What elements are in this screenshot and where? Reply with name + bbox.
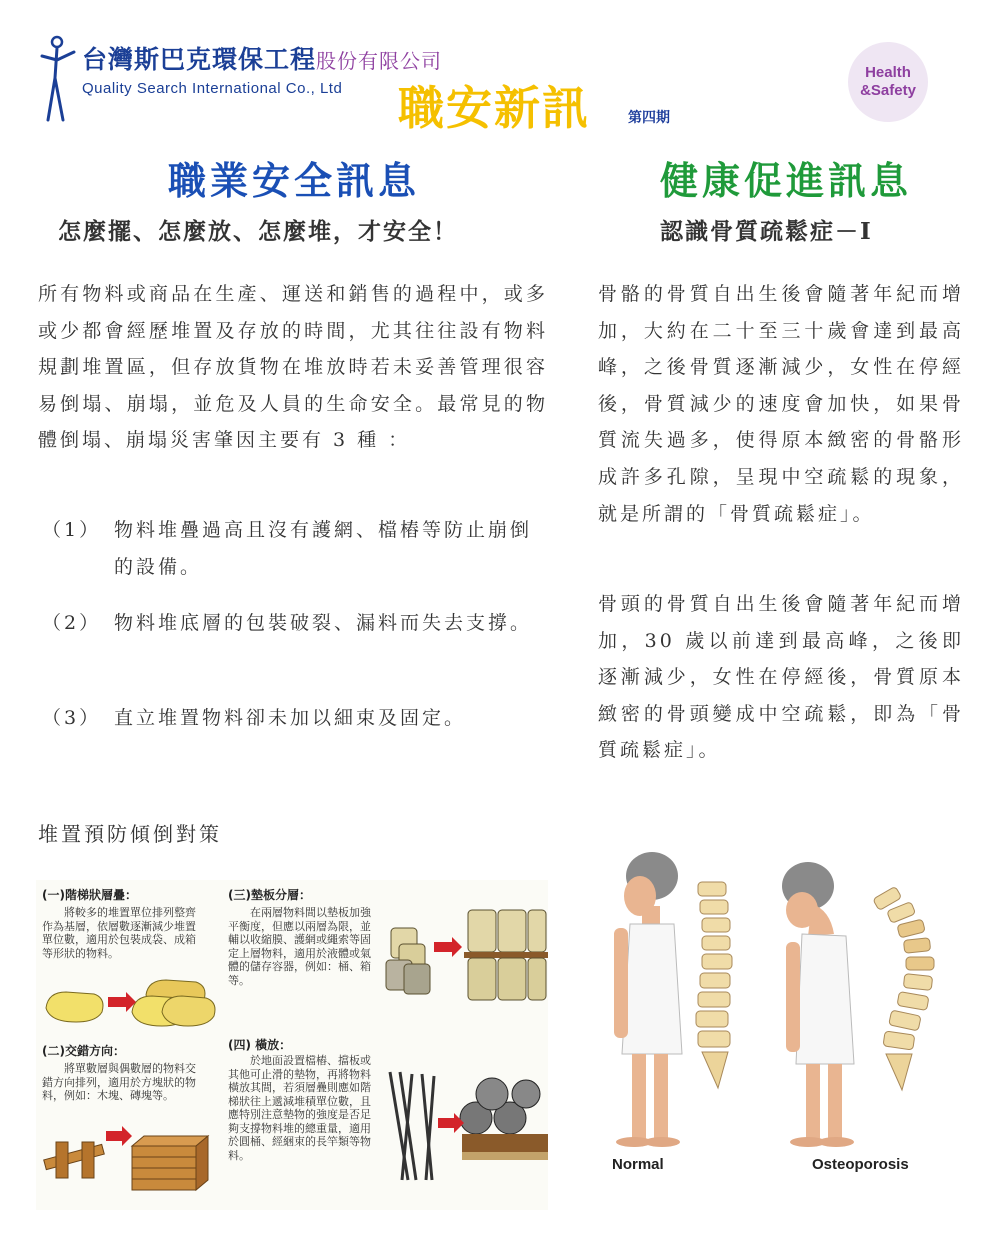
osteoporosis-posture-figure xyxy=(782,862,854,1147)
label-normal: Normal xyxy=(612,1156,664,1173)
cause-number: （1） xyxy=(42,519,102,541)
company-name-en: Quality Search International Co., Ltd xyxy=(82,80,343,97)
strategy-1-text: 將較多的堆置單位排列整齊作為基層，依層數逐漸減少堆置單位數，適用於包裝成袋、成箱等形狀的物料。 xyxy=(42,906,196,960)
badge-line-1: Health xyxy=(865,64,911,81)
osteoporosis-spine-icon xyxy=(873,886,934,1090)
cause-text: 物料堆疊過高且沒有護網、檔樁等防止崩倒的設備。 xyxy=(114,519,533,578)
safety-section-title: 職業安全訊息 xyxy=(168,158,421,203)
logo-figure-icon xyxy=(38,28,78,124)
safety-intro-paragraph: 所有物料或商品在生產、運送和銷售的過程中，或多或少都會經歷堆置及存放的時間，尤其往往設有物料規劃堆置區，但存放貨物在堆放時若未妥善管理很容易倒塌、崩塌，並危及人員的生命安全。最常見的物體倒塌、崩塌災害肇因主要有 3 種 ： xyxy=(38,283,548,452)
cause-item xyxy=(38,512,548,585)
cause-item xyxy=(38,700,548,737)
arrow-icon xyxy=(434,937,462,957)
normal-spine-icon xyxy=(696,882,732,1088)
newsletter-title: 職安新訊 xyxy=(398,81,590,135)
normal-posture-figure xyxy=(614,852,682,1147)
strategy-2-title: (二)交錯方向： xyxy=(42,1044,125,1058)
stacking-strategy-illustration xyxy=(36,880,548,1210)
health-safety-badge xyxy=(848,42,928,122)
health-subtitle: 認識骨質疏鬆症－Ⅰ xyxy=(660,218,873,245)
strategy-2-text: 將單數層與偶數層的物料交錯方向排列，適用於方塊狀的物料，例如：木塊、磚塊等。 xyxy=(42,1062,196,1102)
strategy-label: 堆置預防傾倒對策 xyxy=(38,822,222,846)
cause-number: （3） xyxy=(42,707,102,729)
arrow-icon xyxy=(106,1126,132,1146)
strategy-4-text: 於地面設置檔樁、擋板或其他可止滑的墊物，再將物料橫放其間，若須層疊則應如階梯狀往上遞減堆積單位數，且應特別注意墊物的強度是否足夠支撐物料堆的總重量，適用於圓桶、經綑束的長竿類等物料。 xyxy=(228,1054,371,1162)
barrel-icon xyxy=(386,910,548,1000)
label-osteoporosis: Osteoporosis xyxy=(812,1156,909,1173)
strategy-3-text: 在兩層物料間以墊板加強平衡度，但應以兩層為限，並輔以收縮膜、護網或繩索等固定上層物料，適用於液體或氣體的儲存容器，例如：桶、箱等。 xyxy=(228,906,371,987)
osteoporosis-paragraph-2: 骨頭的骨質自出生後會隨著年紀而增加，30 歲以前達到最高峰，之後即逐漸減少，女性在停經後，骨質原本緻密的骨頭變成中空疏鬆，即為「骨質疏鬆症」。 xyxy=(598,593,964,762)
pole-bundle-icon xyxy=(390,1072,548,1180)
company-logo xyxy=(38,28,443,124)
cause-item xyxy=(38,605,548,642)
spine-illustration xyxy=(590,840,980,1150)
badge-line-2: &Safety xyxy=(860,82,916,99)
strategy-3-title: (三)墊板分層： xyxy=(228,888,311,902)
issue-number: 第四期 xyxy=(628,110,670,126)
health-section-title: 健康促進訊息 xyxy=(660,158,913,203)
stacking-drawings xyxy=(36,880,548,1210)
company-name-cn-suffix: 股份有限公司 xyxy=(316,49,443,73)
osteoporosis-paragraph-1: 骨骼的骨質自出生後會隨著年紀而增加，大約在二十至三十歲會達到最高峰，之後骨質逐漸減少，女性在停經後，骨質減少的速度會加快，如果骨質流失過多，使得原本緻密的骨骼形成許多孔隙，呈現中空疏鬆的現象，就是所謂的「骨質疏鬆症」。 xyxy=(598,283,964,525)
spine-comparison-figure xyxy=(590,840,980,1180)
strategy-4-title: (四) 橫放： xyxy=(228,1038,292,1052)
company-name-cn: 台灣斯巴克環保工程股份有限公司 xyxy=(82,45,443,74)
cause-text: 物料堆底層的包裝破裂、漏料而失去支撐。 xyxy=(114,612,533,634)
cause-number: （2） xyxy=(42,612,102,634)
safety-subtitle: 怎麼擺、怎麼放、怎麼堆，才安全！ xyxy=(58,218,458,245)
cause-text: 直立堆置物料卻未加以細束及固定。 xyxy=(114,707,467,729)
strategy-1-title: (一)階梯狀層疊： xyxy=(42,888,137,902)
wood-block-icon xyxy=(44,1136,208,1190)
arrow-icon xyxy=(108,992,136,1012)
